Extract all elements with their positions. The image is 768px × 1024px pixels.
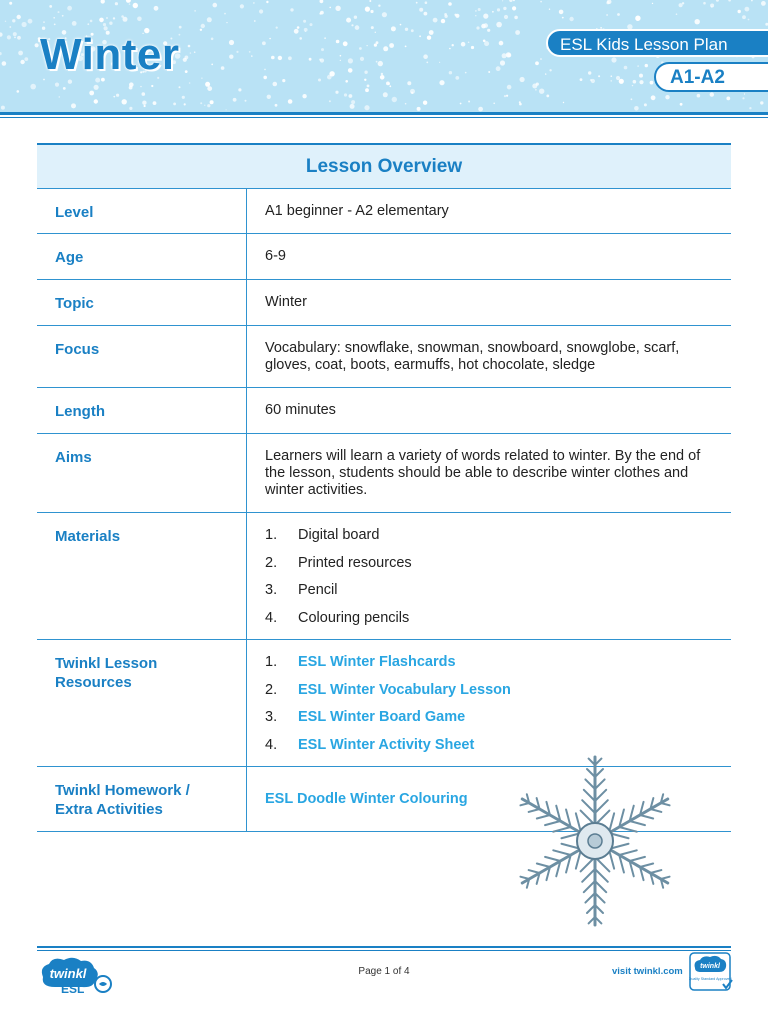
list-number: 2. — [265, 681, 278, 698]
row-label: Twinkl Lesson Resources — [37, 640, 247, 766]
row-label: Twinkl Homework / Extra Activities — [37, 767, 247, 831]
list-item — [265, 682, 713, 699]
logo-text: twinkl — [49, 966, 87, 981]
page-title: Winter — [40, 30, 180, 79]
list-number: 4. — [265, 609, 278, 626]
row-resources — [37, 640, 731, 767]
quality-badge-icon — [689, 952, 733, 992]
visit-link[interactable]: visit twinkl.com — [612, 966, 683, 977]
list-item — [265, 610, 713, 627]
list-number: 3. — [265, 582, 278, 598]
header-banner — [0, 0, 768, 112]
list-number: 1. — [265, 654, 278, 670]
resource-link-board-game[interactable]: ESL Winter Board Game — [298, 709, 466, 725]
row-materials — [37, 513, 731, 640]
row-label: Age — [37, 234, 247, 279]
resource-link-flashcards[interactable]: ESL Winter Flashcards — [298, 654, 456, 670]
row-label: Length — [37, 388, 247, 433]
list-item — [265, 582, 713, 599]
resource-link-activity-sheet[interactable]: ESL Winter Activity Sheet — [298, 736, 475, 753]
list-item — [265, 709, 713, 726]
list-number: 1. — [265, 527, 278, 543]
list-text: Pencil — [298, 582, 338, 598]
list-number: 4. — [265, 736, 278, 753]
row-level — [37, 189, 731, 234]
badge-brand: twinkl — [700, 963, 720, 970]
header-divider — [0, 112, 768, 115]
logo-subtext: ESL — [61, 982, 85, 995]
level-badge: A1-A2 — [654, 62, 768, 92]
list-item — [265, 654, 713, 671]
row-value: A1 beginner - A2 elementary — [265, 203, 449, 219]
list-item — [265, 527, 713, 544]
resource-link-vocabulary-lesson[interactable]: ESL Winter Vocabulary Lesson — [298, 681, 511, 698]
resources-list — [265, 654, 713, 754]
row-value — [247, 640, 731, 766]
row-value: 6-9 — [265, 248, 286, 264]
snowflake-icon — [500, 752, 690, 930]
row-aims — [37, 434, 731, 513]
list-item — [265, 737, 713, 754]
row-length — [37, 388, 731, 434]
list-text: Digital board — [298, 527, 380, 543]
footer-divider — [37, 946, 731, 948]
row-value: 60 minutes — [265, 402, 336, 418]
row-value — [247, 513, 731, 639]
row-age — [37, 234, 731, 280]
table-heading: Lesson Overview — [37, 145, 731, 189]
lesson-plan-label: ESL Kids Lesson Plan — [546, 29, 768, 57]
materials-list — [265, 527, 713, 627]
list-number: 2. — [265, 554, 278, 571]
list-text: Printed resources — [298, 554, 412, 571]
list-text: Colouring pencils — [298, 609, 410, 626]
footer-divider-thin — [37, 950, 731, 951]
homework-link-doodle-colouring[interactable]: ESL Doodle Winter Colouring — [265, 791, 468, 807]
badge-text: Quality Standard Approved — [689, 977, 732, 981]
row-value: Vocabulary: snowflake, snowman, snowboard, snowglobe, scarf, gloves, coat, boots, earmuffs, hot chocolate, sledge — [265, 340, 680, 373]
row-label: Level — [37, 189, 247, 233]
list-number: 3. — [265, 709, 278, 725]
list-item — [265, 555, 713, 572]
row-topic — [37, 280, 731, 326]
row-label: Aims — [37, 434, 247, 512]
row-value: Winter — [265, 294, 307, 310]
header-divider-thin — [0, 117, 768, 118]
row-value: Learners will learn a variety of words related to winter. By the end of the lesson, students should be able to describe winter clothes and winter activities. — [265, 448, 701, 498]
row-label: Focus — [37, 326, 247, 387]
lesson-overview-table — [37, 143, 731, 832]
row-focus — [37, 326, 731, 388]
row-label: Topic — [37, 280, 247, 325]
row-label: Materials — [37, 513, 247, 639]
page-number: Page 1 of 4 — [358, 966, 410, 977]
